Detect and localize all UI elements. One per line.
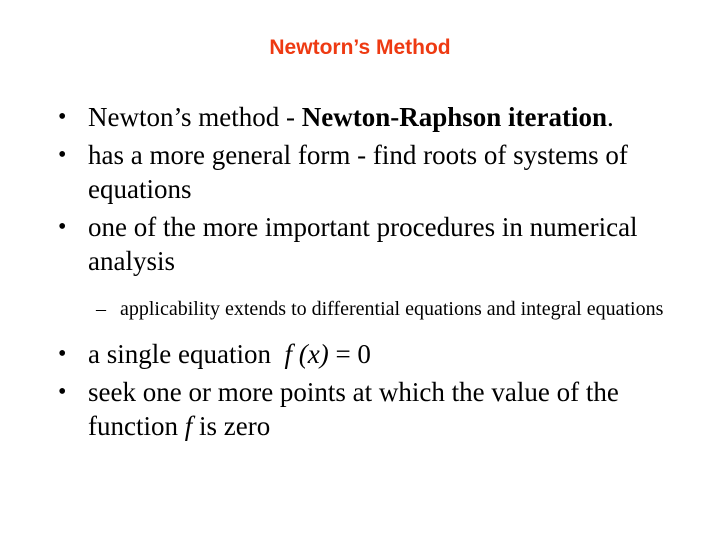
bullet-icon: • [58, 341, 67, 367]
bullet-text-end: is zero [192, 411, 271, 441]
bullet-icon: • [58, 379, 67, 405]
bullet-text: a single equation [88, 339, 271, 369]
equation-argument: (x) [298, 339, 329, 369]
bullet-important-procedures [58, 210, 678, 278]
bullet-text: has a more general form - find roots of systems of equations [88, 140, 628, 204]
bullet-text: one of the more important procedures in numerical analysis [88, 212, 638, 276]
bullet-single-equation [58, 337, 678, 371]
equation-function-name: f [284, 339, 292, 369]
slide-title: Newtorn’s Method [269, 36, 451, 59]
bullet-icon: • [58, 142, 67, 168]
bullet-seek-points [58, 375, 678, 443]
sub-bullet-text: applicability extends to differential equations and integral equations [120, 298, 664, 320]
function-symbol: f [184, 411, 193, 441]
bullet-newtons-method [58, 100, 678, 134]
bullet-icon: • [58, 214, 67, 240]
bullet-general-form [58, 138, 678, 206]
bullet-text: Newton’s method - [88, 102, 302, 132]
bullet-bold-text: Newton-Raphson iteration [301, 102, 607, 132]
bullet-icon: • [58, 104, 67, 130]
sub-bullet-applicability [58, 296, 678, 323]
equation-rhs: = 0 [335, 339, 371, 369]
bullet-text: seek one or more points at which the value of the function [88, 377, 619, 441]
bullet-text-end: . [607, 102, 614, 132]
sub-bullet-icon: – [96, 298, 106, 320]
bullet-list [58, 100, 678, 447]
